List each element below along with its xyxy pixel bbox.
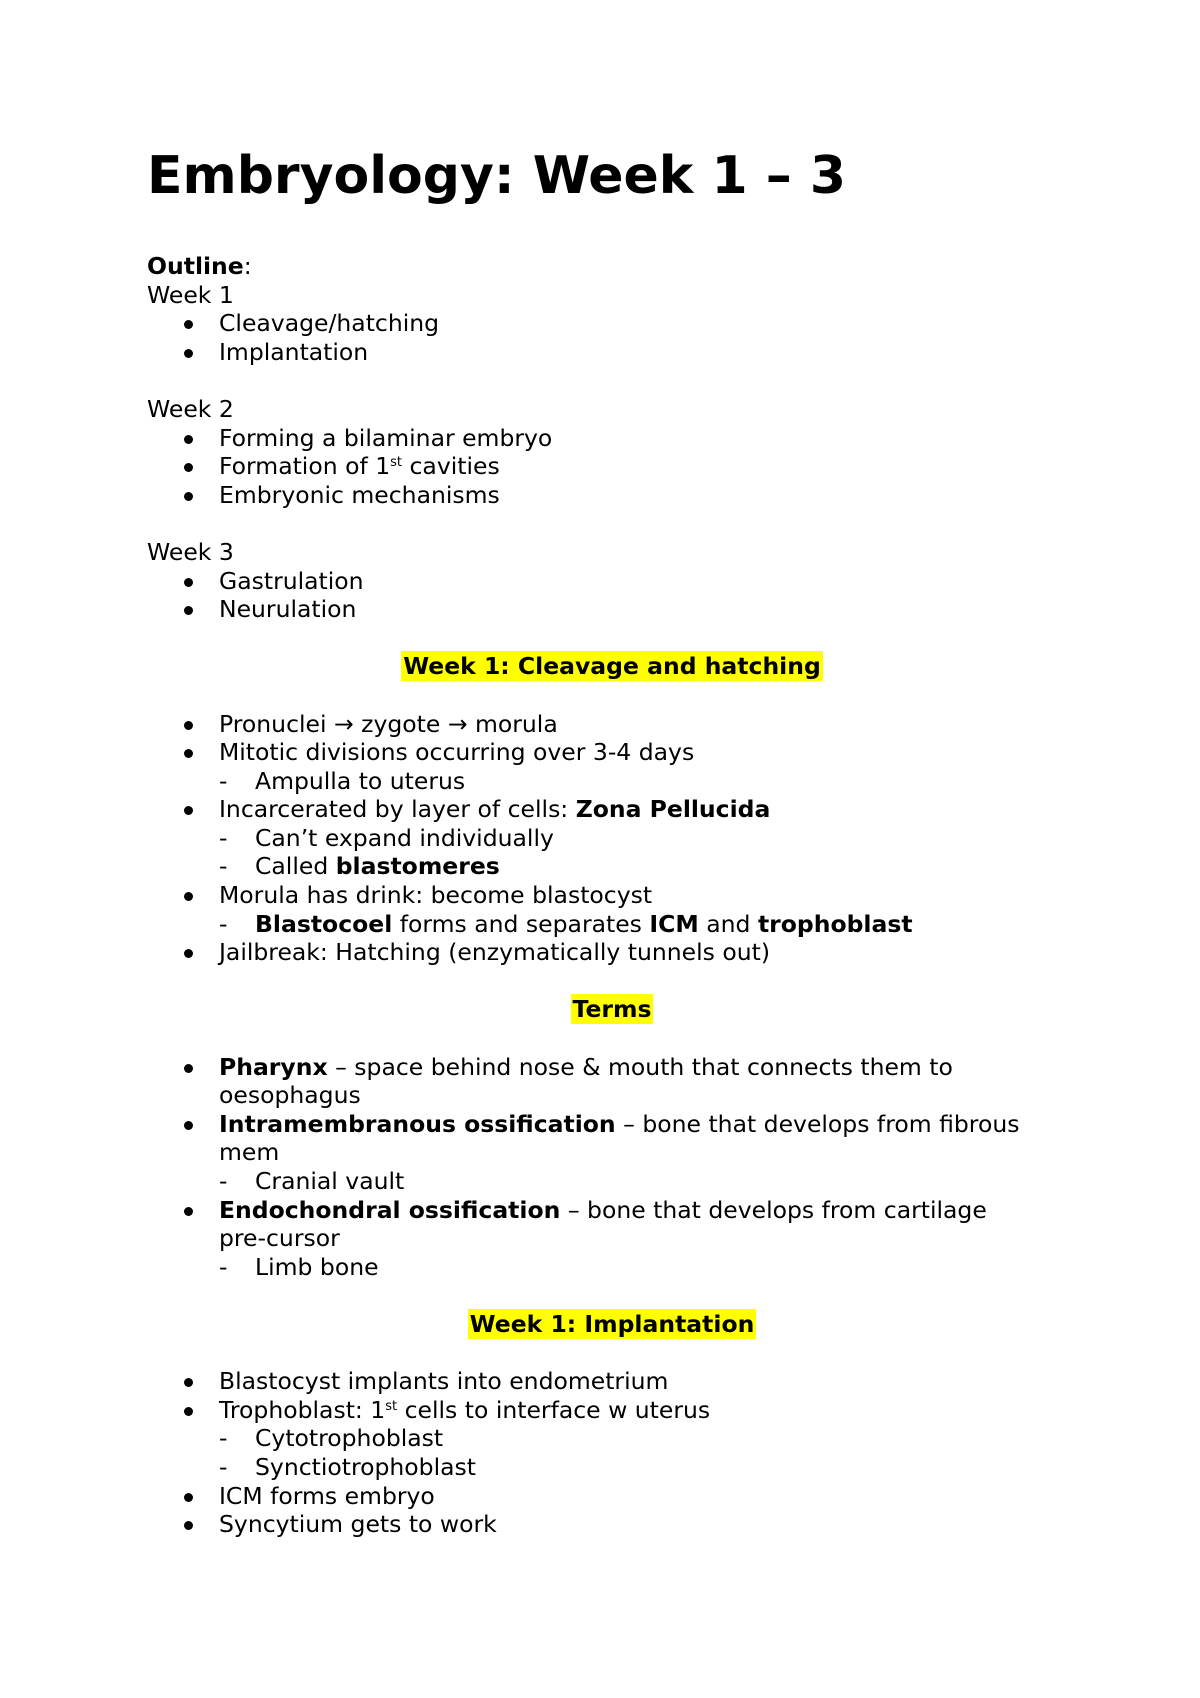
list-item: Syncytium gets to work (147, 1510, 1077, 1539)
sub-list-item: - Cytotrophoblast (147, 1424, 1077, 1453)
section-heading-terms: Terms (572, 995, 652, 1024)
list-item: Gastrulation (147, 567, 1077, 596)
document-title: Embryology: Week 1 – 3 (147, 146, 847, 206)
sub-list-item: - Called blastomeres (147, 852, 1077, 881)
document-body (147, 252, 1077, 1539)
outline-week2-label: Week 2 (147, 394, 234, 423)
outline-week3-label: Week 3 (147, 537, 234, 566)
outline-week1-label: Week 1 (147, 280, 234, 309)
list-item: Pronuclei → zygote → morula (147, 710, 1077, 739)
list-item: Intramembranous ossification – bone that develops from fibrous mem (147, 1110, 1077, 1167)
list-item: Blastocyst implants into endometrium (147, 1367, 1077, 1396)
list-item: Mitotic divisions occurring over 3-4 days (147, 738, 1077, 767)
list-item: ICM forms embryo (147, 1482, 1077, 1511)
sub-list-item: - Limb bone (147, 1253, 1077, 1282)
sub-list-item: - Ampulla to uterus (147, 767, 1077, 796)
list-item: Endochondral ossification – bone that develops from cartilage pre-cursor (147, 1196, 1077, 1253)
sub-list-item: - Cranial vault (147, 1167, 1077, 1196)
list-item: Neurulation (147, 595, 1077, 624)
outline-label: Outline: (147, 252, 252, 280)
list-item: Pharynx – space behind nose & mouth that connects them to oesophagus (147, 1053, 1077, 1110)
list-item: Implantation (147, 338, 1077, 367)
list-item: Cleavage/hatching (147, 309, 1077, 338)
list-item: Jailbreak: Hatching (enzymatically tunnels out) (147, 938, 1077, 967)
list-item: Trophoblast: 1st cells to interface w uterus (147, 1396, 1077, 1425)
list-item: Morula has drink: become blastocyst (147, 881, 1077, 910)
list-item: Forming a bilaminar embryo (147, 424, 1077, 453)
sub-list-item: - Blastocoel forms and separates ICM and trophoblast (147, 910, 1077, 939)
list-item: Formation of 1st cavities (147, 452, 1077, 481)
sub-list-item: - Synctiotrophoblast (147, 1453, 1077, 1482)
section-heading-cleavage: Week 1: Cleavage and hatching (403, 652, 821, 681)
list-item: Embryonic mechanisms (147, 481, 1077, 510)
list-item: Incarcerated by layer of cells: Zona Pellucida (147, 795, 1077, 824)
sub-list-item: - Can’t expand individually (147, 824, 1077, 853)
section-heading-implantation: Week 1: Implantation (469, 1309, 755, 1338)
